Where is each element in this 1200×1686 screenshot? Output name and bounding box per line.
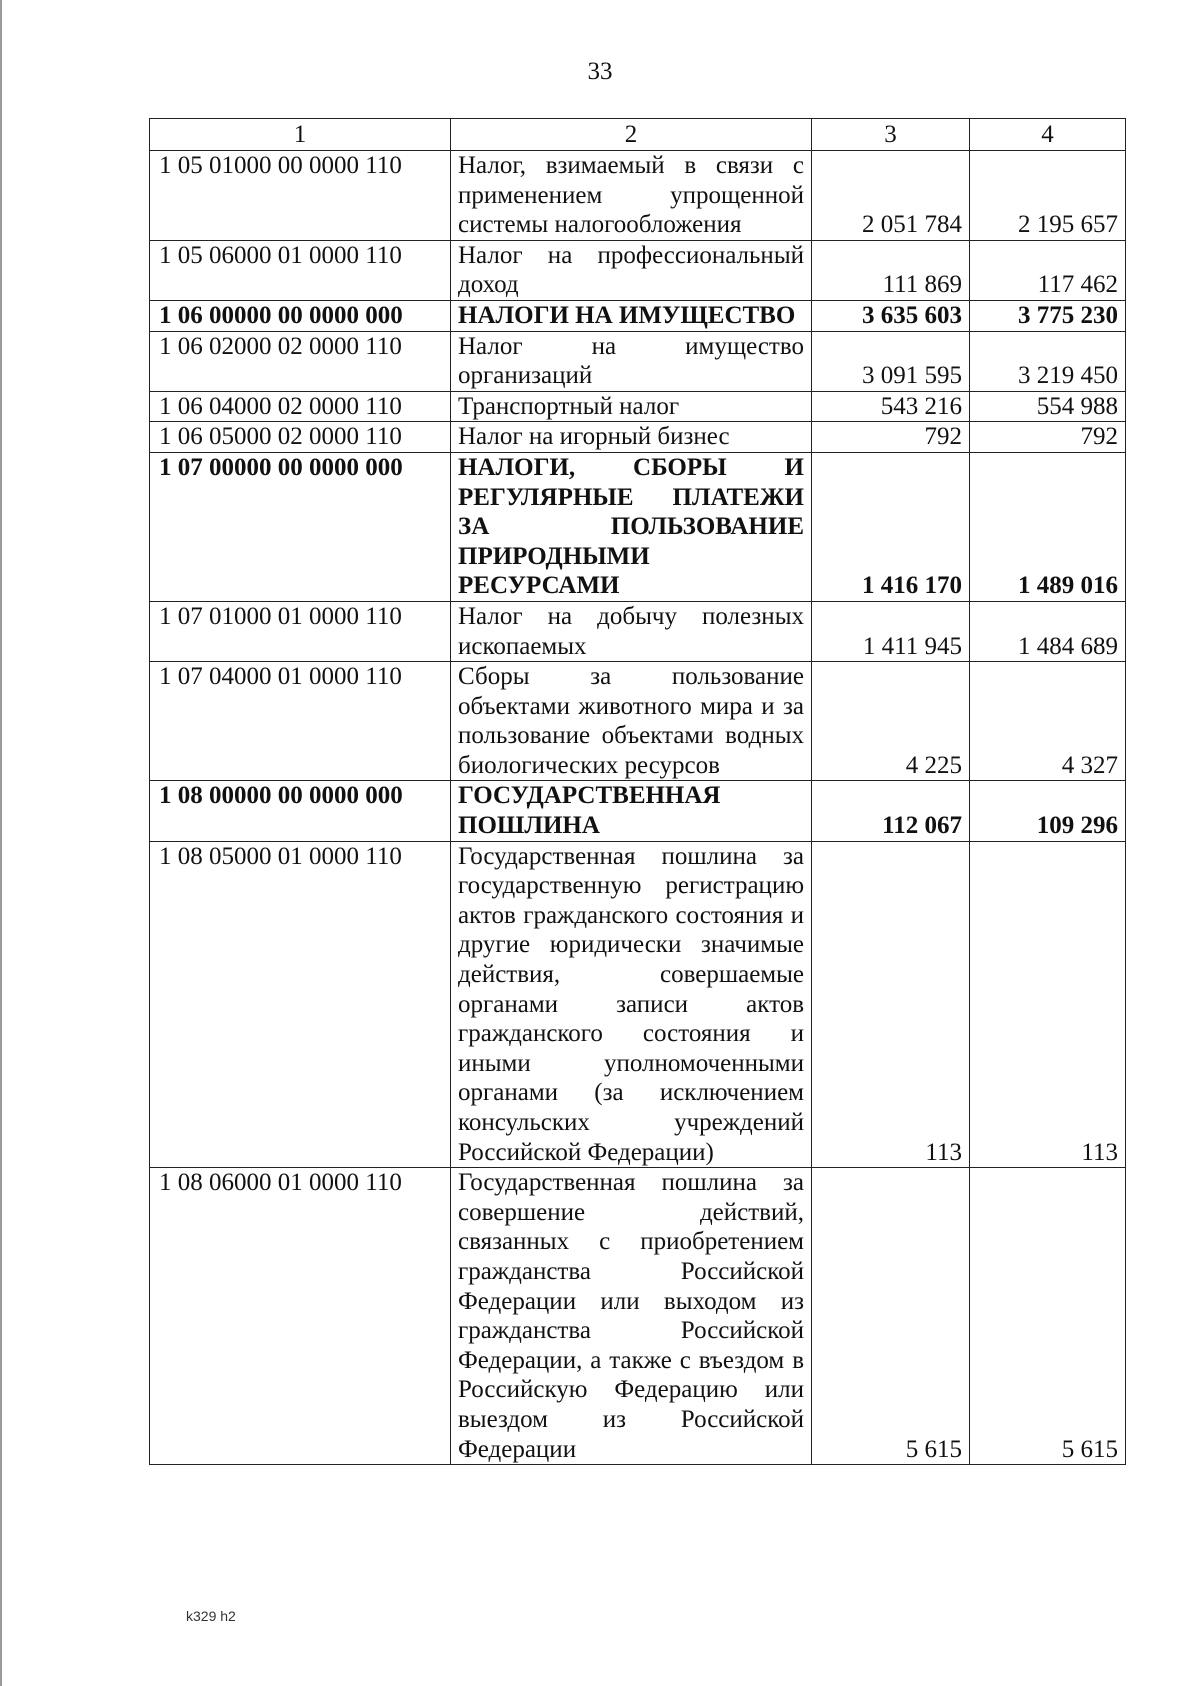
budget-code-cell: 1 08 00000 00 0000 000 — [150, 781, 451, 841]
income-name-cell: Налог, взимаемый в связи с применением упрощенной системы налогообложения — [451, 151, 812, 241]
header-row — [150, 119, 1126, 151]
value-col3-cell: 543 216 — [812, 391, 970, 422]
value-col3-cell: 113 — [812, 841, 970, 1168]
budget-code-cell: 1 06 02000 02 0000 110 — [150, 331, 451, 391]
budget-code-cell: 1 06 05000 02 0000 110 — [150, 422, 451, 453]
table-row — [150, 422, 1126, 453]
income-name-cell: НАЛОГИ НА ИМУЩЕСТВО — [451, 300, 812, 331]
income-name-cell: Налог на имущество организаций — [451, 331, 812, 391]
value-col3-cell: 1 411 945 — [812, 601, 970, 661]
column-header-3: 3 — [812, 119, 970, 151]
value-col4-cell: 4 327 — [970, 662, 1126, 781]
value-col3-cell: 2 051 784 — [812, 151, 970, 241]
table-row — [150, 781, 1126, 841]
value-col4-cell: 3 775 230 — [970, 300, 1126, 331]
budget-table — [149, 118, 1126, 1465]
column-header-1: 1 — [150, 119, 451, 151]
table-row — [150, 240, 1126, 300]
value-col4-cell: 5 615 — [970, 1168, 1126, 1465]
income-name-cell: Государственная пошлина за совершение действий, связанных с приобретением гражданства Российской Федерации или выходом из гражданства Российской Федерации, а также с въездом в Российскую Федерацию или выездом из Российской Федерации — [451, 1168, 812, 1465]
column-header-2: 2 — [451, 119, 812, 151]
budget-code-cell: 1 06 04000 02 0000 110 — [150, 391, 451, 422]
value-col4-cell: 113 — [970, 841, 1126, 1168]
page-number: 33 — [587, 58, 613, 85]
income-name-cell: Сборы за пользование объектами животного мира и за пользование объектами водных биологических ресурсов — [451, 662, 812, 781]
budget-code-cell: 1 07 04000 01 0000 110 — [150, 662, 451, 781]
table-row — [150, 331, 1126, 391]
table-row — [150, 662, 1126, 781]
income-name-cell: ГОСУДАРСТВЕННАЯ ПОШЛИНА — [451, 781, 812, 841]
table-row — [150, 151, 1126, 241]
income-name-cell: Налог на добычу полезных ископаемых — [451, 601, 812, 661]
budget-code-cell: 1 08 05000 01 0000 110 — [150, 841, 451, 1168]
scan-edge-line — [0, 0, 2, 1686]
value-col4-cell: 1 484 689 — [970, 601, 1126, 661]
budget-code-cell: 1 05 01000 00 0000 110 — [150, 151, 451, 241]
value-col3-cell: 792 — [812, 422, 970, 453]
value-col3-cell: 3 091 595 — [812, 331, 970, 391]
value-col4-cell: 792 — [970, 422, 1126, 453]
table-row — [150, 1168, 1126, 1465]
budget-code-cell: 1 06 00000 00 0000 000 — [150, 300, 451, 331]
value-col4-cell: 3 219 450 — [970, 331, 1126, 391]
value-col3-cell: 1 416 170 — [812, 452, 970, 601]
income-name-cell: НАЛОГИ, СБОРЫ И РЕГУЛЯРНЫЕ ПЛАТЕЖИ ЗА ПОЛЬЗОВАНИЕ ПРИРОДНЫМИ РЕСУРСАМИ — [451, 452, 812, 601]
income-name-cell: Транспортный налог — [451, 391, 812, 422]
value-col4-cell: 109 296 — [970, 781, 1126, 841]
footer-document-code: k329 h2 — [186, 1608, 236, 1624]
table-row — [150, 300, 1126, 331]
value-col3-cell: 111 869 — [812, 240, 970, 300]
column-header-4: 4 — [970, 119, 1126, 151]
value-col4-cell: 117 462 — [970, 240, 1126, 300]
table-row — [150, 391, 1126, 422]
value-col3-cell: 4 225 — [812, 662, 970, 781]
budget-code-cell: 1 07 00000 00 0000 000 — [150, 452, 451, 601]
value-col3-cell: 3 635 603 — [812, 300, 970, 331]
value-col4-cell: 2 195 657 — [970, 151, 1126, 241]
table-body — [150, 151, 1126, 1465]
value-col3-cell: 5 615 — [812, 1168, 970, 1465]
value-col4-cell: 554 988 — [970, 391, 1126, 422]
income-name-cell: Налог на игорный бизнес — [451, 422, 812, 453]
income-name-cell: Государственная пошлина за государственную регистрацию актов гражданского состояния и другие юридически значимые действия, совершаемые органами записи актов гражданского состояния и иными уполномоченными органами (за исключением консульских учреждений Российской Федерации) — [451, 841, 812, 1168]
budget-code-cell: 1 08 06000 01 0000 110 — [150, 1168, 451, 1465]
value-col3-cell: 112 067 — [812, 781, 970, 841]
value-col4-cell: 1 489 016 — [970, 452, 1126, 601]
table-row — [150, 841, 1126, 1168]
income-name-cell: Налог на профессиональный доход — [451, 240, 812, 300]
budget-code-cell: 1 05 06000 01 0000 110 — [150, 240, 451, 300]
table-row — [150, 601, 1126, 661]
table-row — [150, 452, 1126, 601]
budget-code-cell: 1 07 01000 01 0000 110 — [150, 601, 451, 661]
